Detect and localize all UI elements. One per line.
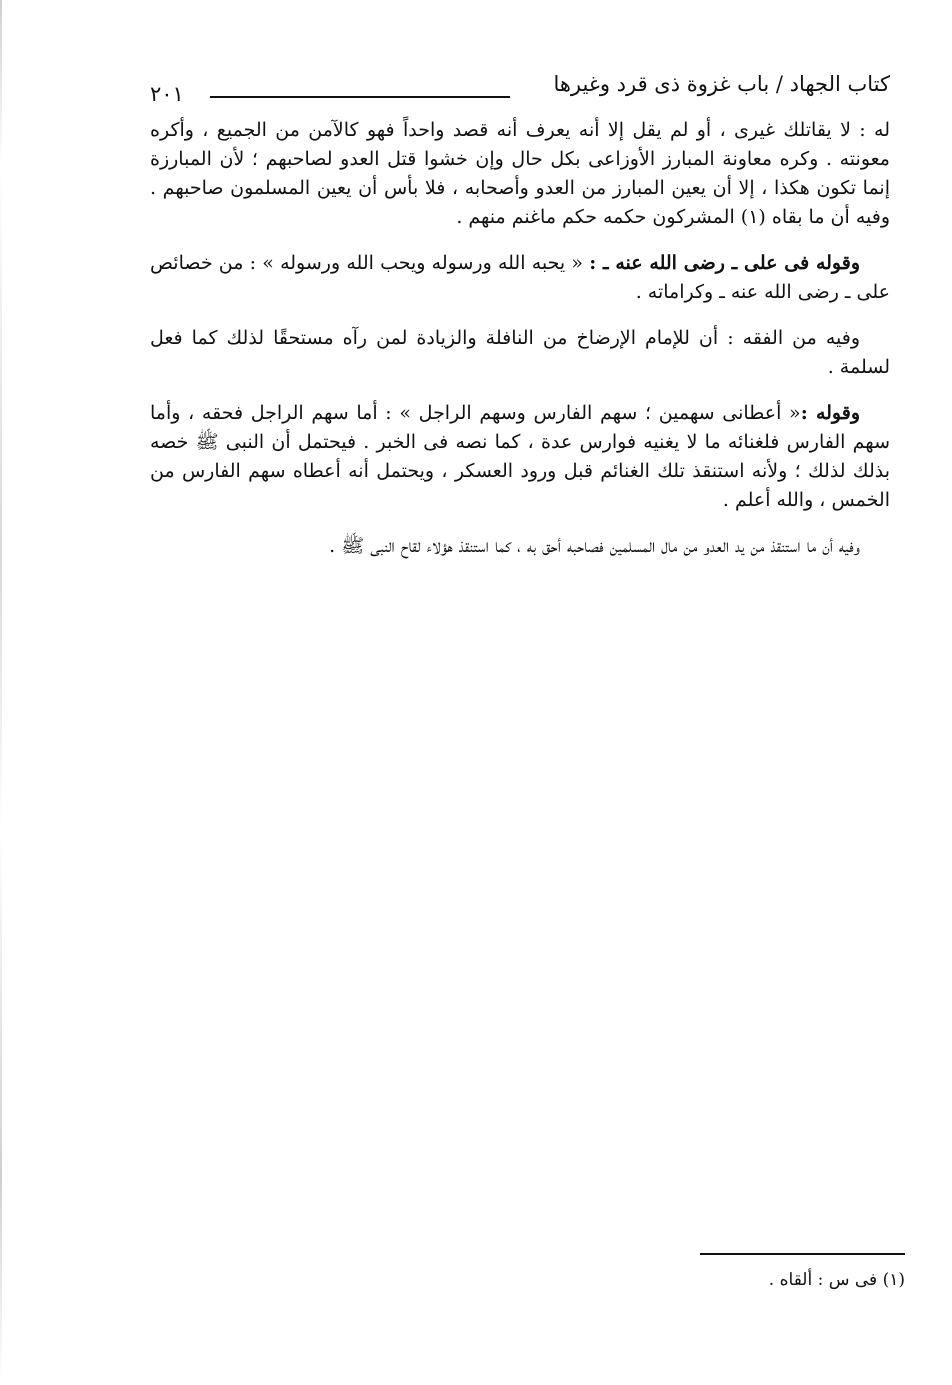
scan-edge [0, 0, 2, 1385]
footnote: (١) فى س : ألقاه . [768, 1270, 905, 1290]
paragraph-1 [150, 116, 890, 232]
paragraph-text: وفيه من الفقه : أن للإمام الإرضاخ من النافلة والزيادة لمن رآه مستحقًا لذلك كما فعل لسلمة . [150, 327, 890, 378]
paragraph-text: « يحبه الله ورسوله ويحب الله ورسوله » : من خصائص على ـ رضى الله عنه ـ وكراماته . [150, 252, 890, 303]
paragraph-text: له : لا يقاتلك غيرى ، أو لم يقل إلا أنه يعرف أنه قصد واحداً فهو كالآمن من الجميع ، وأكره معونته . وكره معاونة المبارز الأوزاعى بكل حال وإن خشوا قتل العدو لصاحبهم ؛ لأن المبارزة إنما تكون هكذا ، إلا أن يعين المبارز من العدو وأصحابه ، فلا بأس أن يعين المسلمون صاحبهم . وفيه أن ما بقاه (١) المشركون حكمه حكم ماغنم منهم . [150, 119, 890, 228]
paragraph-lead: وقوله : [800, 402, 861, 424]
page-number: ٢٠١ [150, 82, 184, 106]
paragraph-text: وفيه أن ما استنقذ من يد العدو من مال المسلمين فصاحبه أحق به ، كما استنقذ هؤلاء لقاح النبى ﷺ . [329, 535, 860, 557]
body-text [150, 116, 890, 578]
paragraph-2 [150, 249, 890, 307]
paragraph-4 [150, 399, 890, 515]
running-title: كتاب الجهاد / باب غزوة ذى قرد وغيرها [553, 72, 890, 96]
paragraph-text: « أعطانى سهمين ؛ سهم الفارس وسهم الراجل » : أما سهم الراجل فحقه ، وأما سهم الفارس فلغنائه ما لا يغنيه فوارس عدة ، كما نصه فى الخبر . فيحتمل أن النبى ﷺ خصه بذلك لذلك ؛ ولأنه استنقذ تلك الغنائم قبل ورود العسكر ، ويحتمل أنه أعطاه سهم الفارس من الخمس ، والله أعلم . [150, 402, 890, 511]
footnote-rule [700, 1253, 905, 1255]
header-rule [210, 96, 510, 98]
paragraph-3 [150, 324, 890, 382]
paragraph-lead: وقوله فى على ـ رضى الله عنه ـ : [589, 252, 860, 274]
page-header [150, 72, 890, 112]
paragraph-5 [150, 532, 890, 561]
